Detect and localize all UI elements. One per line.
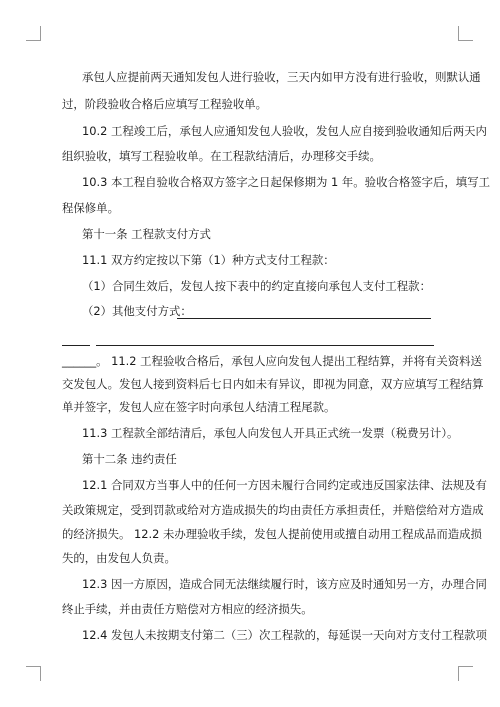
text-line: 交发包人。发包人接到资料后七日内如未有异议，即视为同意，双方应填写工程结算: [62, 377, 484, 391]
text-line: 失的，由发包人负责。: [62, 551, 176, 565]
section-heading: 第十一条 工程款支付方式: [82, 227, 211, 241]
text-line: ______。 11.2 工程验收合格后，承包人应向发包人提出工程结算，并将有关资料送: [62, 354, 482, 368]
crop-mark-bottom-left: [26, 666, 41, 681]
section-heading: 第十二条 违约责任: [82, 452, 177, 466]
text-line: 组织验收，填写工程验收单。在工程款结清后，办理移交手续。: [62, 149, 381, 163]
fill-in-blank-line: [62, 345, 90, 346]
crop-mark-top-right: [458, 26, 473, 41]
text-line: 12.3 因一方原因，造成合同无法继续履行时，该方应及时通知另一方，办理合同: [82, 577, 487, 591]
text-line: 单并签字，发包人应在签字时向承包人结清工程尾款。: [62, 400, 336, 414]
text-line: 承包人应提前两天通知发包人进行验收，三天内如甲方没有进行验收，则默认通: [82, 70, 481, 84]
text-line: 的经济损失。 12.2 未办理验收手续，发包人提前使用或擅自动用工程成品而造成损: [62, 527, 482, 541]
text-line: 11.1 双方约定按以下第（1）种方式支付工程款：: [82, 253, 335, 267]
crop-mark-top-left: [26, 26, 41, 41]
text-line: 10.3 本工程自验收合格双方签字之日起保修期为 1 年。验收合格签字后，填写工: [82, 175, 490, 189]
fill-in-blank-line: [96, 345, 434, 346]
crop-mark-bottom-right: [458, 666, 473, 681]
text-line: 12.1 合同双方当事人中的任何一方因未履行合同约定或违反国家法律、法规及有: [82, 478, 487, 492]
text-line: （2）其他支付方式：: [82, 304, 192, 318]
text-line: 程保修单。: [62, 201, 119, 215]
text-line: 过，阶段验收合格后应填写工程验收单。: [62, 97, 268, 111]
text-line: 终止手续，并由责任方赔偿对方相应的经济损失。: [62, 602, 313, 616]
text-line: 10.2 工程竣工后，承包人应通知发包人验收，发包人应自接到验收通知后两天内: [82, 124, 487, 138]
text-line: 11.3 工程款全部结清后，承包人向发包人开具正式统一发票（税费另计）。: [82, 426, 459, 440]
fill-in-blank-line: [177, 318, 431, 319]
text-line: 12.4 发包人未按期支付第二（三）次工程款的，每延误一天向对方支付工程款项: [82, 628, 487, 642]
text-line: 关政策规定，受到罚款或给对方造成损失的均由责任方承担责任，并赔偿给对方造成: [62, 503, 484, 517]
text-line: （1）合同生效后，发包人按下表中的约定直接向承包人支付工程款：: [82, 279, 431, 293]
